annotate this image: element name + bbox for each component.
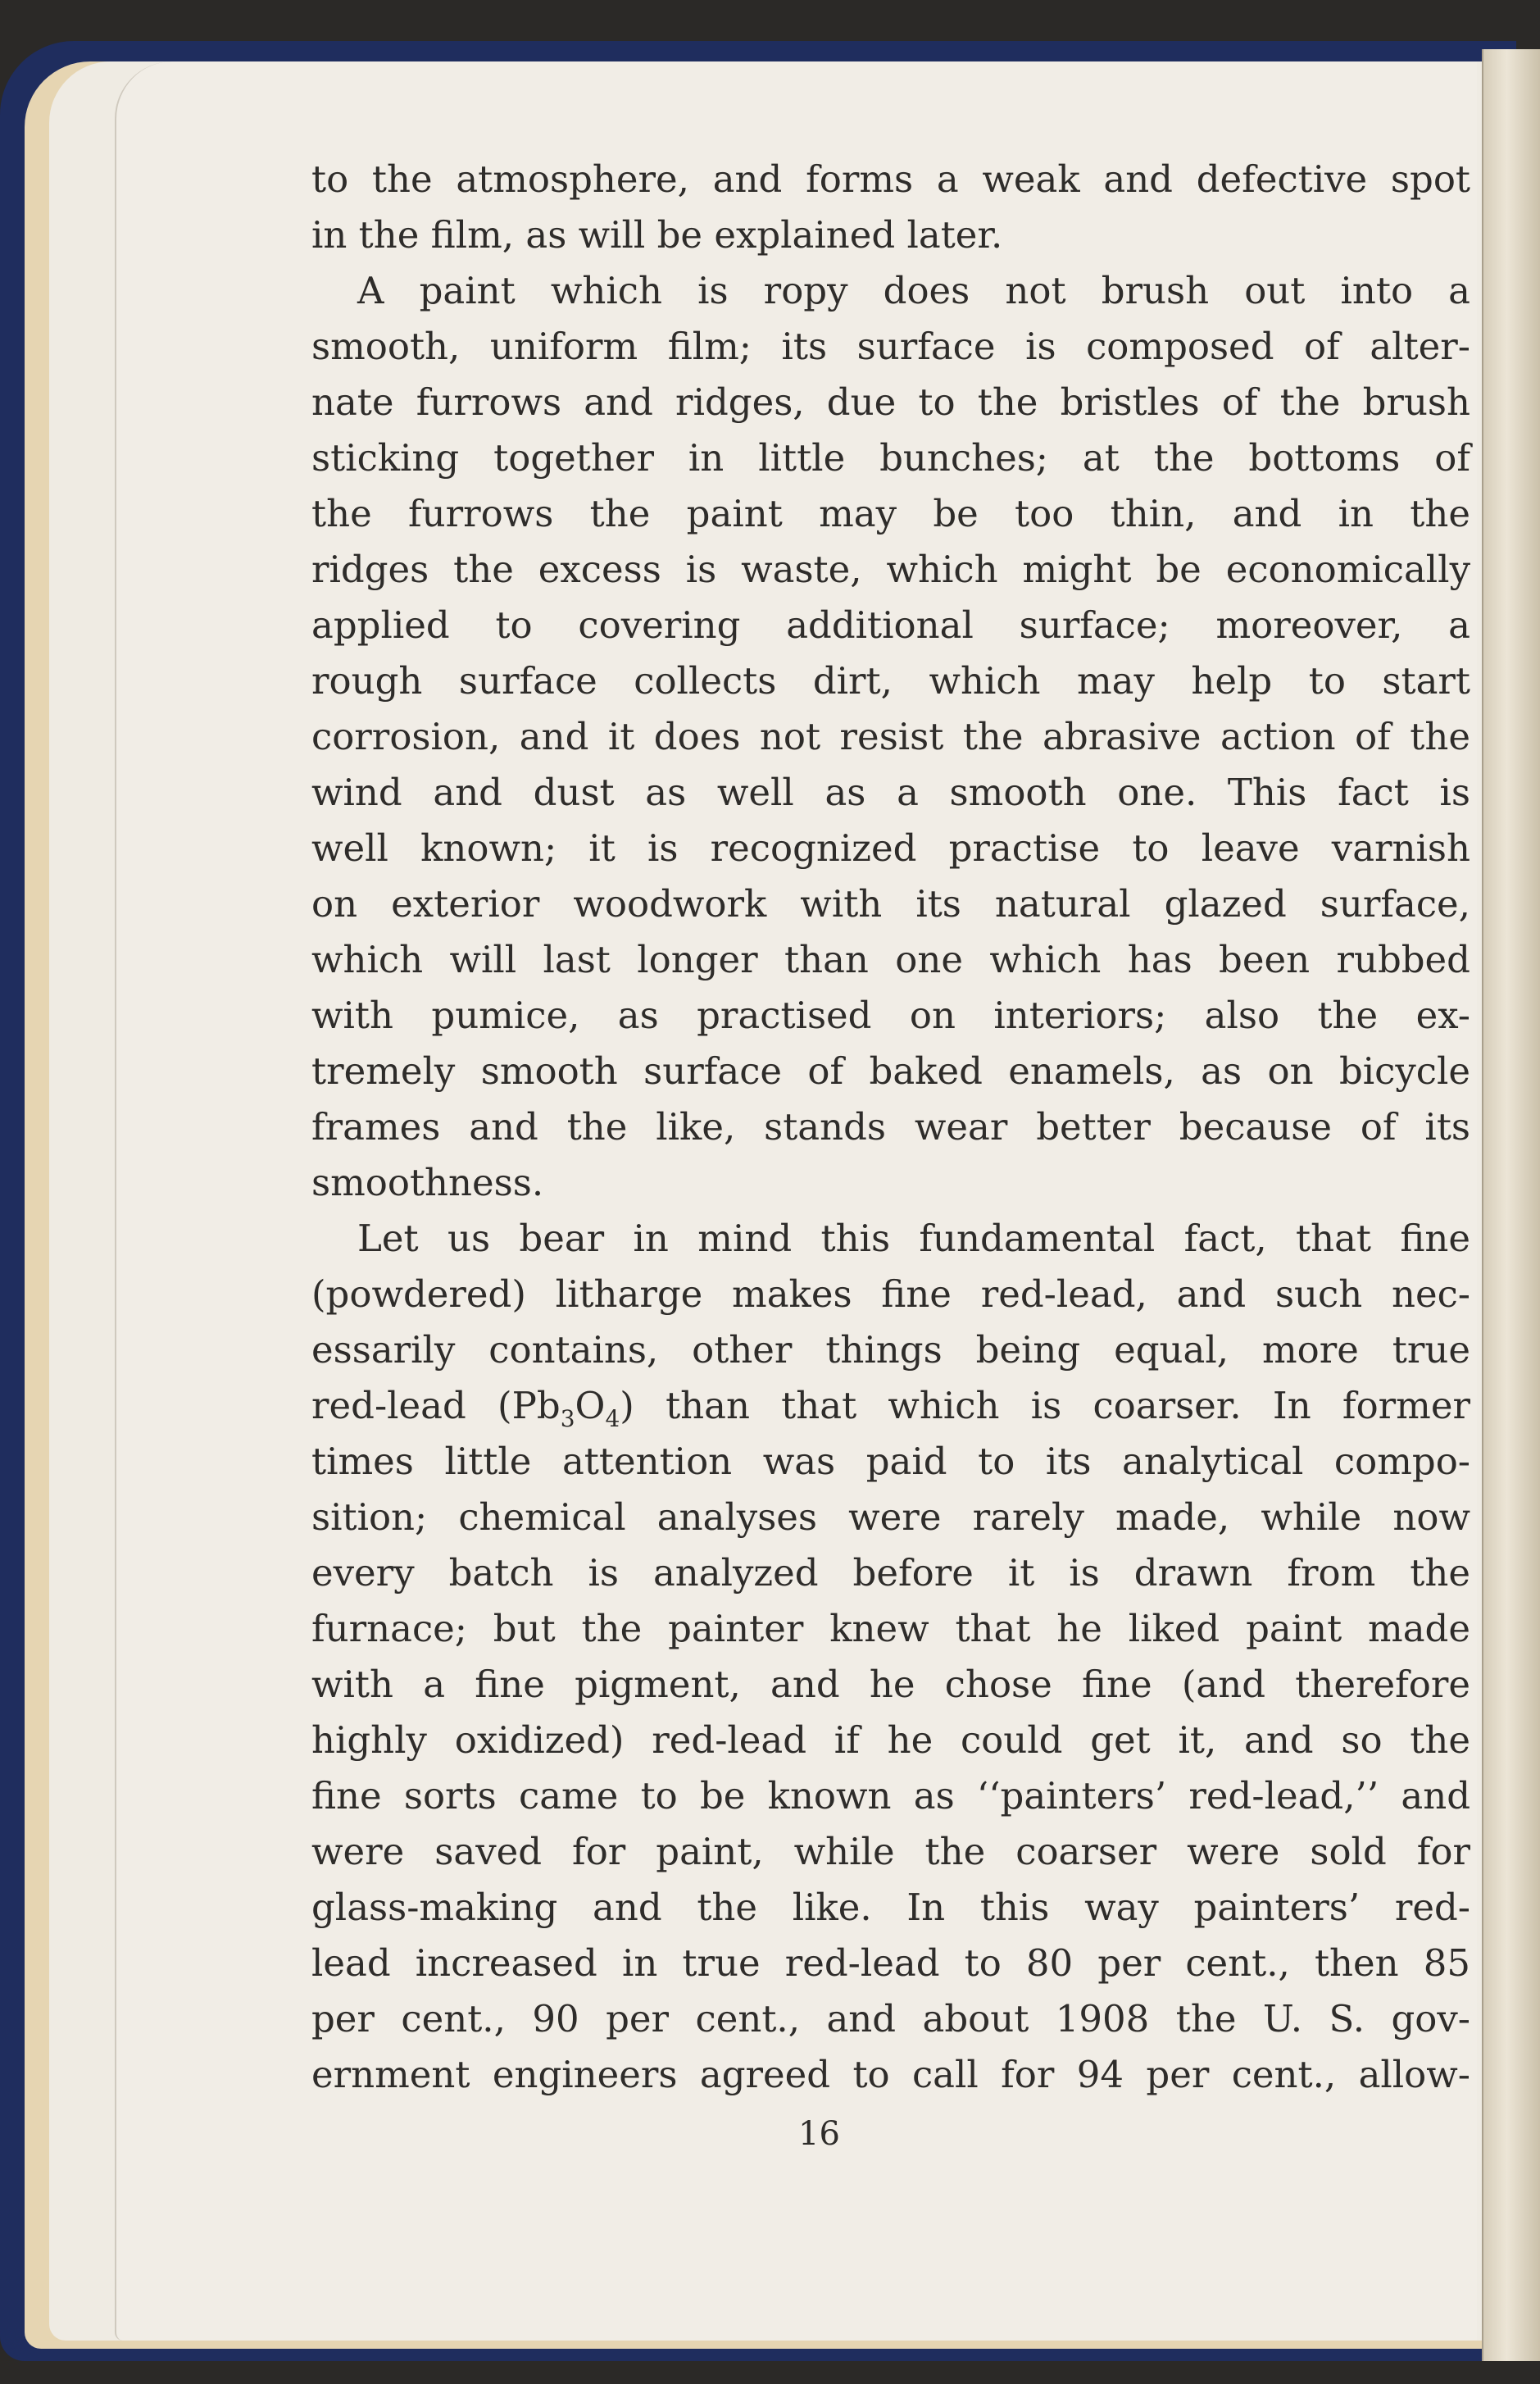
text-line: times little attention was paid to its analytical compo-	[311, 1440, 1470, 1483]
text-line: well known; it is recognized practise to leave varnish	[311, 826, 1470, 870]
text-line: smooth, uniform film; its surface is composed of alter-	[311, 325, 1470, 368]
text-line: lead increased in true red-lead to 80 per cent., then 85	[311, 1941, 1470, 1985]
text-line: on exterior woodwork with its natural glazed surface,	[311, 882, 1470, 926]
subscript: 3	[560, 1405, 575, 1432]
text-line: fine sorts came to be known as ‘‘painters’ red-lead,’’ and	[311, 1774, 1470, 1818]
text-line: every batch is analyzed before it is drawn from the	[311, 1551, 1470, 1595]
text-line: to the atmosphere, and forms a weak and defective spot	[311, 157, 1470, 201]
text-line: sticking together in little bunches; at the bottoms of	[311, 436, 1470, 480]
text-line: in the film, as will be explained later.	[311, 213, 1003, 257]
text-line: per cent., 90 per cent., and about 1908 the U. S. gov-	[311, 1997, 1470, 2041]
text-line: with a fine pigment, and he chose fine (and therefore	[311, 1663, 1470, 1706]
text-line: ridges the excess is waste, which might be economically	[311, 548, 1470, 591]
body-text	[311, 152, 1470, 2103]
text-line: glass-making and the like. In this way painters’ red-	[311, 1886, 1470, 1929]
text-line: furnace; but the painter knew that he liked paint made	[311, 1607, 1470, 1650]
text-line: highly oxidized) red-lead if he could get it, and so the	[311, 1718, 1470, 1762]
subscript: 4	[605, 1405, 620, 1432]
text-line: (powdered) litharge makes fine red-lead, and such nec-	[311, 1272, 1470, 1316]
page-number: 16	[798, 2115, 840, 2153]
text-segment: red-lead (Pb	[311, 1384, 561, 1427]
text-line: applied to covering additional surface; moreover, a	[311, 603, 1470, 647]
text-line: wind and dust as well as a smooth one. This fact is	[311, 771, 1470, 814]
text-line: ernment engineers agreed to call for 94 per cent., allow-	[311, 2053, 1470, 2096]
text-line: A paint which is ropy does not brush out into a	[357, 269, 1470, 312]
text-line: sition; chemical analyses were rarely made, while now	[311, 1495, 1470, 1539]
text-segment: ) than that which is coarser. In former	[620, 1384, 1470, 1427]
text-line: frames and the like, stands wear better because of its	[311, 1105, 1470, 1149]
text-line	[311, 1378, 1470, 1434]
text-line: smoothness.	[311, 1161, 544, 1204]
text-line: were saved for paint, while the coarser were sold for	[311, 1830, 1470, 1873]
text-line: Let us bear in mind this fundamental fact, that fine	[357, 1217, 1470, 1260]
text-line: rough surface collects dirt, which may help to start	[311, 659, 1470, 703]
text-line: nate furrows and ridges, due to the bristles of the brush	[311, 380, 1470, 424]
text-line: essarily contains, other things being equal, more true	[311, 1328, 1470, 1372]
text-line: the furrows the paint may be too thin, and in the	[311, 492, 1470, 535]
text-line: corrosion, and it does not resist the abrasive action of the	[311, 715, 1470, 758]
text-line: which will last longer than one which has been rubbed	[311, 938, 1470, 981]
book-spine	[1482, 49, 1540, 2361]
text-segment: O	[575, 1384, 606, 1427]
text-line: tremely smooth surface of baked enamels, as on bicycle	[311, 1049, 1470, 1093]
text-line: with pumice, as practised on interiors; also the ex-	[311, 994, 1470, 1037]
